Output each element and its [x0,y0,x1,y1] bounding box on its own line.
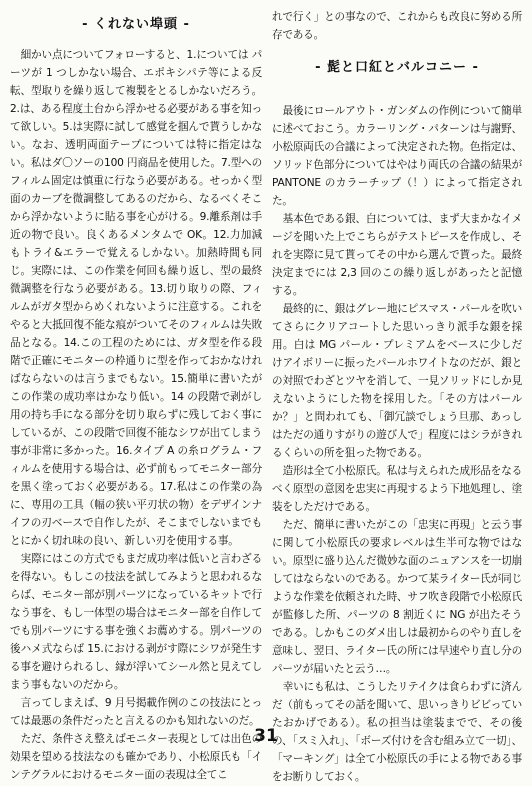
body-paragraph: ただ、条件さえ整えばモニター表現としては出色の効果を望める技法なのも確かであり、小松原氏も「インテグラルにおけるモニター面の表現は全てこ [10,733,262,781]
body-paragraph: 基本色である銀、白については、まず大まかなイメージを聞いた上でこちらがテストピースを作成し、それを実際に見て貰ってその中から選んで貰った。最終決定までには 2,3 回のこの繰り返しがあったと記憶する。 [272,213,522,297]
body-paragraph: 言ってしまえば、9 月号掲載作例のこの技法にとっては最悪の条件だったと言えるのかも知れないのだ。 [10,697,262,727]
body-paragraph: 細かい点についてフォローすると、1.については パーツが 1 つしかない場合、エポキシパテ等による反転、型取りを繰り返して複製をとるしかないだろう。2.は、ある程度土台から浮かせる必要がある事を知って欲しい。5.は実際に試して感覚を掴んで貰うしかない。なお、透明両面テープについては特に指定はない。私はダ〇ソーの100 円商品を使用した。7.型へのフィルム固定は慎重に行なう必要がある。せっかく型面のカーブを微調整してあるのだから、なるべくそこから浮かないように貼る事を心がける。9.離系剤は手近の物で良い。良くあるメンタムで OK。12.力加減もトライ&エラーで覚えるしかない。加熱時間も同じ。実際には、この作業を何回も繰り返し、型の最終微調整を行なう必要がある。13.切り取りの際、フィルムがガタ型からめくれないように注意する。これをやると大抵回復不能な痕がついてそのフィルムは失敗品となる。14.この工程のためには、ガタ型を作る段階で正確にモニターの枠通りに型を作っておかなければならないのは言うまでもない。15.簡単に書いたがこの作業の成功率はかなり低い。14 の段階で剥がし用の持ち手になる部分を切り取らずに残しておく事にしているが、この段階で回復不能なシワが出てしまう事が非常に多かった。16.タイプ A の糸ログラム・フィルムを使用する場合は、必ず前もってモニター部分を黒く塗っておく必要がある。17.私はこの作業の為に、専用の工具（幅の狭い平刃状の物）をデザインナイフの刃ベースで自作したが、そこまでしないまでもとにかく切れ味の良い、新しい刃を使用する事。 [10,49,262,547]
left-column [10,8,262,784]
body-paragraph: 最終的に、銀はグレー地にピスマス・パールを吹いてさらにクリアコートした思いっきり派手な銀を採用。白は MG パール・プレミアムをベースに少しだけアイボリーに振ったパールホワイトなのだが、銀との対照でわざとツヤを消して、一見ソリッドにしか見えないようにした物を採用した。「その方はパールか？」と問われても、「御冗談でしょう旦那、あっしはただの通りすがりの遊び人で」程度にはシラがきれるくらいの所を狙った物である。 [272,303,522,459]
section-heading-hige-to-kuchibeni: - 髭と口紅とバルコニー - [315,60,479,75]
continued-paragraph: れで行く」との事なので、これからも改良に努める所存である。 [272,11,522,41]
body-paragraph: 最後にロールアウト・ガンダムの作例について簡単に述べておこう。カラーリング・パターンは与謝野、小松原両氏の合議によって決定された物。色指定は、ソリッド色部分についてはやはり両氏の合議の結果が PANTONE のカラーチップ（！）によって指定された。 [272,105,522,207]
body-paragraph: 幸いにも私は、こうしたリテイクは食らわずに済んだ（前もってその話を聞いて、思いっきりビビっていたおかげである）。私の担当は塗装までで、その後の、「スミ入れ」、「ボーズ付けを含む組み立て一切」、「マーキング」は全て小松原氏の手による物である事をお断りしておく。 [272,681,522,783]
body-paragraph: ただ、簡単に書いたがこの「忠実に再現」と云う事に関して小松原氏の要求レベルは生半可な物ではない。原型に盛り込んだ微妙な面のニュアンスを一切崩してはならないのである。かつて某ライター氏が同じような作業を依頼された時、サフ吹き段階で小松原氏が監修した所、パーツの 8 割近くに NG が出たそうである。しかもこのダメ出しは最初からのやり直しを意味し、翌日、ライター氏の所には早速やり直し分のパーツが届いたと云う…。 [272,519,522,675]
right-column [272,8,522,786]
section-heading-kurenai-futou: - くれない埠頭 - [82,17,190,32]
body-paragraph: 実際にはこの方式でもまだ成功率は低いと言わざるを得ない。もしこの技法を試してみようと思われるならば、モニター部が別パーツになっているキットで行なう事を、もし一体型の場合はモニター部を自作してでも別パーツにする事を強くお薦めする。別パーツの後ハメ式ならば 15.における剥がす際にシワが発生する事を避けられるし、縁が浮いてシール然と見えてしまう事もないのだから。 [10,553,262,691]
body-paragraph: 造形は全て小松原氏。私は与えられた成形品をなるべく原型の意図を忠実に再現するよう下地処理し、塗装をしただけである。 [272,465,522,513]
page-number: 31 [254,726,278,746]
